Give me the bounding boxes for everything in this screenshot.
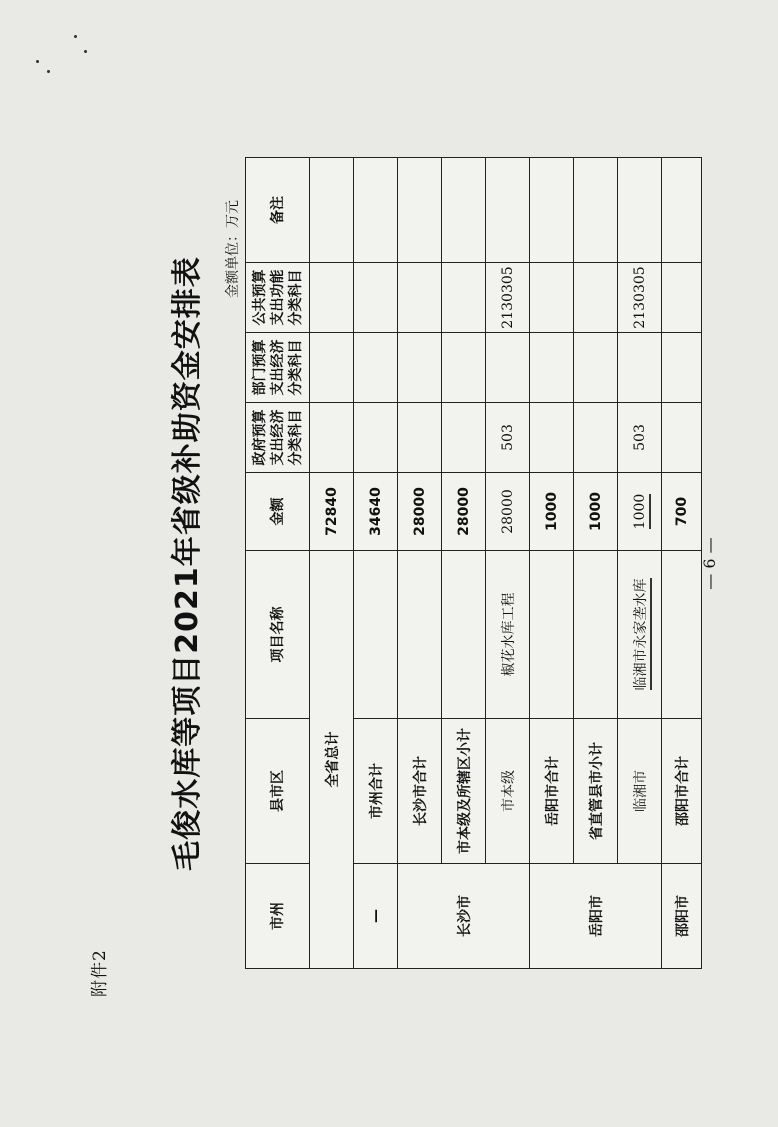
remark-cell	[354, 158, 398, 263]
public-func-cell	[442, 263, 486, 333]
gov-econ-cell	[398, 403, 442, 473]
table-row	[442, 158, 486, 969]
gov-econ-cell	[574, 403, 618, 473]
project-cell	[662, 551, 702, 719]
header-amount: 金额	[246, 473, 310, 551]
city-cell: 长沙市	[398, 864, 530, 969]
attachment-label: 附件2	[90, 949, 110, 997]
dept-econ-cell	[530, 333, 574, 403]
remark-cell	[310, 158, 354, 263]
city-cell: —	[354, 864, 398, 969]
county-cell: 临湘市	[618, 719, 662, 864]
remark-cell	[530, 158, 574, 263]
unit-note: 金额单位：万元	[225, 200, 241, 298]
gov-econ-cell: 503	[618, 403, 662, 473]
county-cell: 省直管县市小计	[574, 719, 618, 864]
project-cell	[398, 551, 442, 719]
table-row	[398, 158, 442, 969]
county-cell: 邵阳市合计	[662, 719, 702, 864]
header-row	[246, 158, 310, 969]
amount-cell: 28000	[398, 473, 442, 551]
project-cell	[530, 551, 574, 719]
county-cell: 岳阳市合计	[530, 719, 574, 864]
dept-econ-cell	[310, 333, 354, 403]
total-label: 全省总计	[310, 551, 354, 969]
amount-cell	[618, 473, 662, 551]
gov-econ-cell	[310, 403, 354, 473]
table-row	[618, 158, 662, 969]
project-cell	[618, 551, 662, 719]
dept-econ-cell	[442, 333, 486, 403]
remark-cell	[442, 158, 486, 263]
public-func-cell	[354, 263, 398, 333]
table-row	[310, 158, 354, 969]
amount-cell: 1000	[530, 473, 574, 551]
remark-cell	[398, 158, 442, 263]
amount-cell: 700	[662, 473, 702, 551]
header-dept-econ: 部门预算 支出经济 分类科目	[246, 333, 310, 403]
table-row	[354, 158, 398, 969]
dept-econ-cell	[618, 333, 662, 403]
gov-econ-cell	[354, 403, 398, 473]
gov-econ-cell	[662, 403, 702, 473]
amount-cell: 28000	[442, 473, 486, 551]
dept-econ-cell	[398, 333, 442, 403]
city-cell: 岳阳市	[530, 864, 662, 969]
dept-econ-cell	[486, 333, 530, 403]
document-title: 毛俊水库等项目2021年省级补助资金安排表	[170, 256, 205, 871]
amount-cell: 34640	[354, 473, 398, 551]
county-cell: 市本级	[486, 719, 530, 864]
public-func-cell: 2130305	[618, 263, 662, 333]
county-cell: 市州合计	[354, 719, 398, 864]
header-public-func: 公共预算 支出功能 分类科目	[246, 263, 310, 333]
project-cell: 椒花水库工程	[486, 551, 530, 719]
page-number: — 6 —	[700, 537, 719, 590]
amount-cell: 72840	[310, 473, 354, 551]
header-gov-econ: 政府预算 支出经济 分类科目	[246, 403, 310, 473]
table-row	[486, 158, 530, 969]
public-func-cell	[398, 263, 442, 333]
table-row	[530, 158, 574, 969]
gov-econ-cell	[530, 403, 574, 473]
county-cell: 市本级及所辖区小计	[442, 719, 486, 864]
project-cell	[574, 551, 618, 719]
project-cell	[442, 551, 486, 719]
remark-cell	[618, 158, 662, 263]
public-func-cell	[530, 263, 574, 333]
header-remark: 备注	[246, 158, 310, 263]
dept-econ-cell	[574, 333, 618, 403]
gov-econ-cell: 503	[486, 403, 530, 473]
public-func-cell: 2130305	[486, 263, 530, 333]
amount-cell: 28000	[486, 473, 530, 551]
project-cell	[354, 551, 398, 719]
public-func-cell	[662, 263, 702, 333]
header-county: 县市区	[246, 719, 310, 864]
table-row	[574, 158, 618, 969]
remark-cell	[662, 158, 702, 263]
amount-underlined: 1000	[632, 494, 651, 530]
allocation-table	[245, 157, 702, 969]
header-project: 项目名称	[246, 551, 310, 719]
remark-cell	[486, 158, 530, 263]
dept-econ-cell	[662, 333, 702, 403]
header-city: 市州	[246, 864, 310, 969]
gov-econ-cell	[442, 403, 486, 473]
dept-econ-cell	[354, 333, 398, 403]
amount-cell: 1000	[574, 473, 618, 551]
city-cell: 邵阳市	[662, 864, 702, 969]
public-func-cell	[310, 263, 354, 333]
county-cell: 长沙市合计	[398, 719, 442, 864]
remark-cell	[574, 158, 618, 263]
project-name-underlined: 临湘市永家垄水库	[633, 579, 652, 691]
table-row	[662, 158, 702, 969]
public-func-cell	[574, 263, 618, 333]
